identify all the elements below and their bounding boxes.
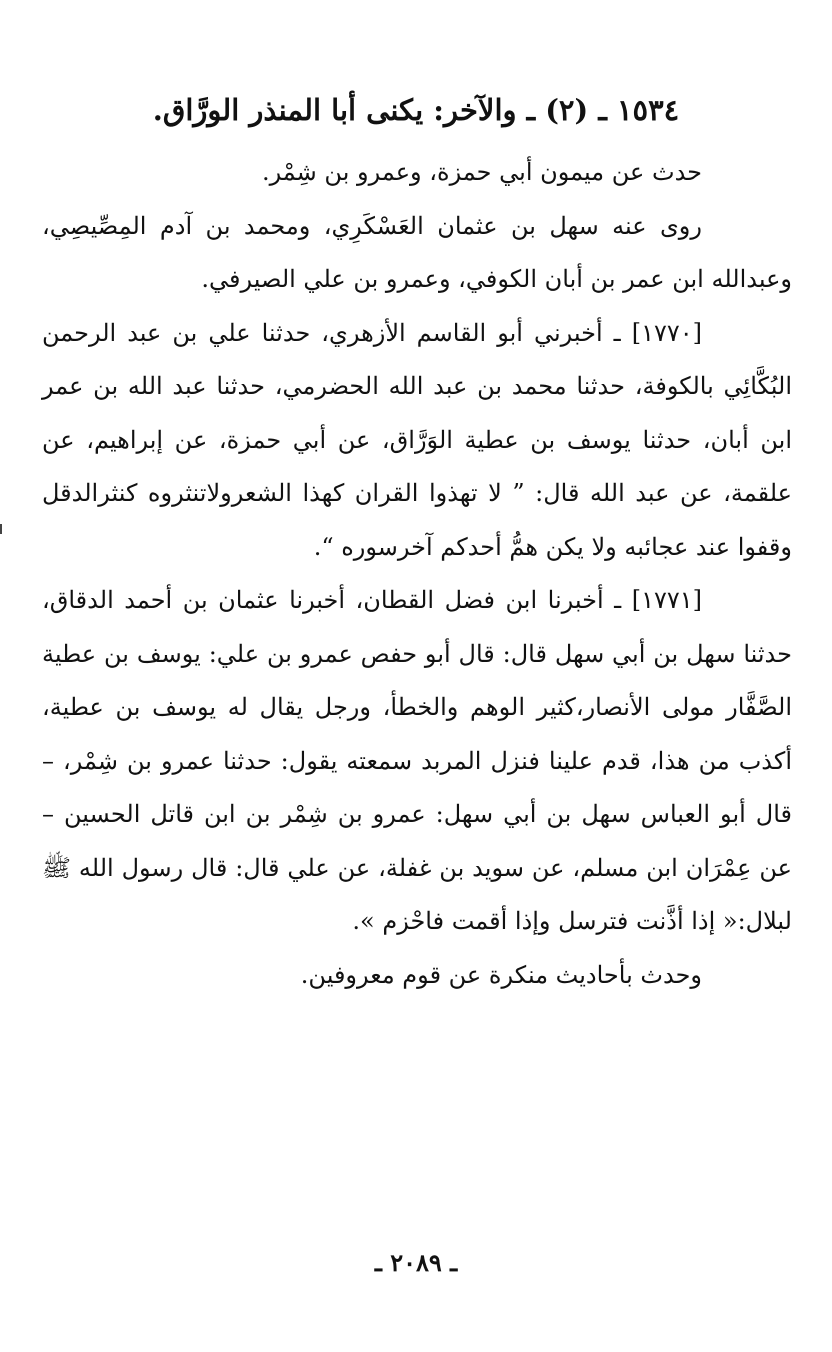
paragraph-closing: وحدث بأحاديث منكرة عن قوم معروفين. [300, 960, 702, 989]
paragraph-report-1770: [١٧٧٠] ـ أخبرني أبو القاسم الأزهري، حدثنا علي بن عبد الرحمن البُكَّائِي بالكوفة، حدثنا محمد بن عبد الله الحضرمي، حدثنا عبد الله بن عمر ابن أبان، حدثنا يوسف بن عطية الوَرَّاق، عن أبي حمزة، عن إبراهيم، عن علقمة، عن عبد الله قال: ” لا تهذوا القران كهذا الشعرولاتنثروه كنثرالدقل وقفوا عند عجائبه ولا يكن همُّ أحدكم آخرسوره “. [42, 318, 792, 561]
margin-mark [0, 524, 2, 534]
paragraph-narrators: روى عنه سهل بن عثمان العَسْكَرِي، ومحمد بن آدم المِصِّيصِي، وعبدالله ابن عمر بن أبان الكوفي، وعمرو بن علي الصيرفي. [42, 211, 792, 293]
entry-body [42, 146, 792, 1002]
page-number: ـ ٢٠٨٩ ـ [374, 1248, 458, 1277]
entry-heading: ١٥٣٤ ـ (٢) ـ والآخر: يكنى أبا المنذر الورَّاق. [152, 93, 680, 127]
paragraph-narration: حدث عن ميمون أبي حمزة، وعمرو بن شِمْر. [261, 158, 702, 186]
paragraph-report-1771: [١٧٧١] ـ أخبرنا ابن فضل القطان، أخبرنا عثمان بن أحمد الدقاق، حدثنا سهل بن أبي سهل قال: قال أبو حفص عمرو بن علي: يوسف بن عطية الصَّفَّار مولى الأنصار،كثير الوهم والخطأ، ورجل يقال له يوسف بن عطية، أكذب من هذا، قدم علينا فنزل المربد سمعته يقول: حدثنا عمرو بن شِمْر، – قال أبو العباس سهل بن أبي سهل: عمرو بن شِمْر بن ابن قاتل الحسين – عن عِمْرَان ابن مسلم، عن سويد بن غفلة، عن علي قال: قال رسول الله ﷺ لبلال:« إذا أذَّنت فترسل وإذا أقمت فاحْزم ». [42, 586, 792, 935]
